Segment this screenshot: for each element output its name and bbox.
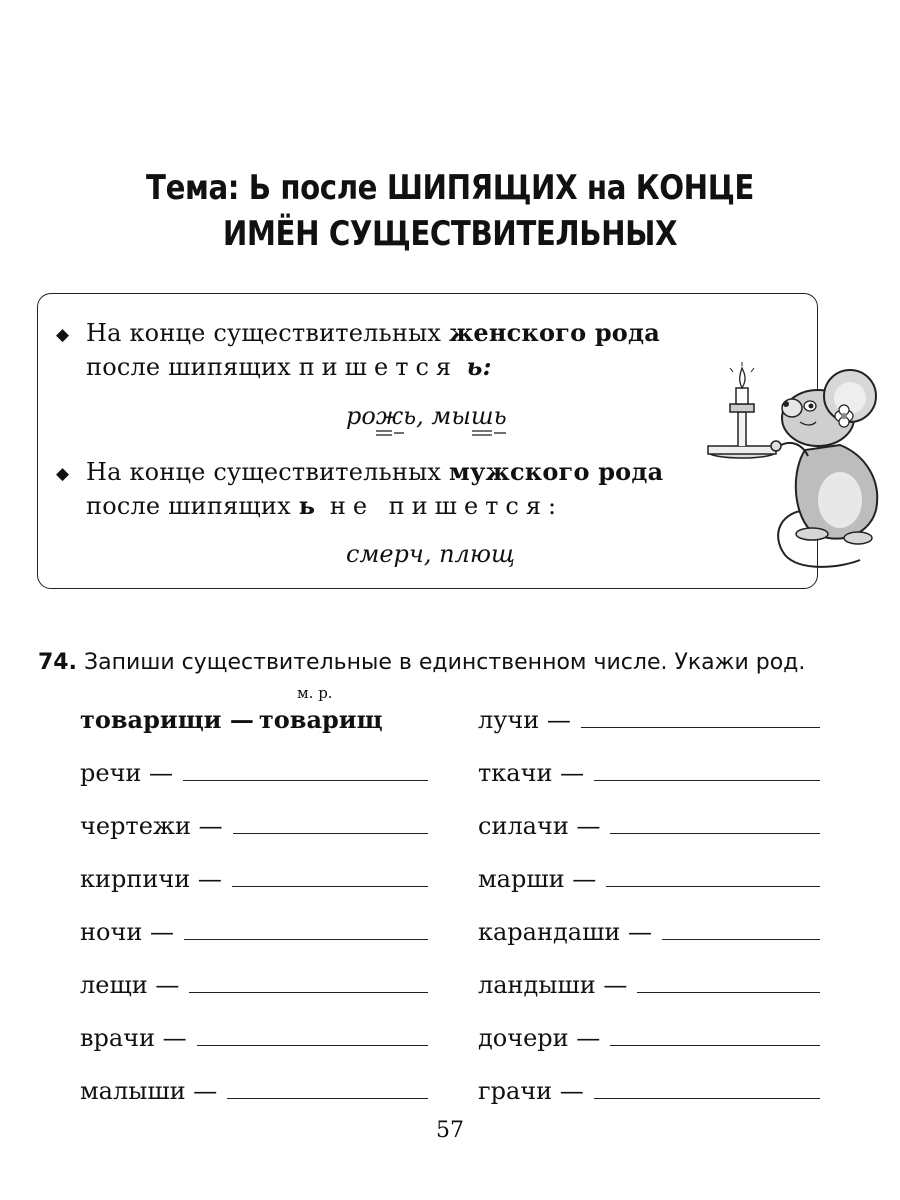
word-row: ландыши —: [478, 965, 820, 999]
word-row: лучи —: [478, 700, 820, 734]
word-row: грачи —: [478, 1071, 820, 1105]
rule-2-line-2: после шипящих ь не пишется:: [86, 491, 557, 520]
page-title-line-1: Тема: Ь после ШИПЯЩИХ на КОНЦЕ: [146, 168, 754, 208]
exercise-header: 74. Запиши существительные в единственном числе. Укажи род.: [38, 650, 806, 675]
word-row: дочери —: [478, 1018, 820, 1052]
word-row: марши —: [478, 859, 820, 893]
word-row: ночи —: [80, 912, 428, 946]
answer-input-line[interactable]: [189, 992, 428, 993]
rule-1-line-2: после шипящих пишется ь:: [86, 352, 492, 381]
emphasis-underline-icon: [346, 428, 516, 440]
mouse-with-candle-illustration-icon: [700, 360, 890, 590]
answer-input-line[interactable]: [606, 886, 820, 887]
rule-2-examples: смерч, плющ: [346, 540, 515, 568]
word-row: врачи —: [80, 1018, 428, 1052]
answer-input-line[interactable]: [594, 1098, 820, 1099]
rule-1-examples: рожь, мышь: [346, 402, 507, 430]
rule-1-line-1: На конце существительных женского рода: [86, 318, 660, 347]
answer-input-line[interactable]: [662, 939, 820, 940]
answer-input-line[interactable]: [610, 1045, 820, 1046]
word-row: лещи —: [80, 965, 428, 999]
answer-input-line[interactable]: [183, 780, 428, 781]
word-row: кирпичи —: [80, 859, 428, 893]
word-row: карандаши —: [478, 912, 820, 946]
bullet-icon: ◆: [56, 464, 70, 484]
answer-input-line[interactable]: [637, 992, 820, 993]
page-number: 57: [436, 1118, 464, 1143]
page-title-line-2: ИМЁН СУЩЕСТВИТЕЛЬНЫХ: [222, 214, 678, 254]
word-row: речи —: [80, 753, 428, 787]
rule-2-line-1: На конце существительных мужского рода: [86, 457, 664, 486]
gender-note: м. р.: [297, 684, 333, 702]
answer-input-line[interactable]: [197, 1045, 428, 1046]
answer-input-line[interactable]: [232, 886, 428, 887]
word-row: чертежи —: [80, 806, 428, 840]
answer-input-line[interactable]: [233, 833, 428, 834]
bullet-icon: ◆: [56, 325, 70, 345]
answer-input-line[interactable]: [610, 833, 820, 834]
answer-input-line[interactable]: [581, 727, 820, 728]
word-row: малыши —: [80, 1071, 428, 1105]
answer-input-line[interactable]: [227, 1098, 428, 1099]
answer-input-line[interactable]: [594, 780, 820, 781]
word-row: силачи —: [478, 806, 820, 840]
answer-input-line[interactable]: [184, 939, 428, 940]
word-row: ткачи —: [478, 753, 820, 787]
sample-row: товарищи — товарищ: [80, 705, 383, 734]
